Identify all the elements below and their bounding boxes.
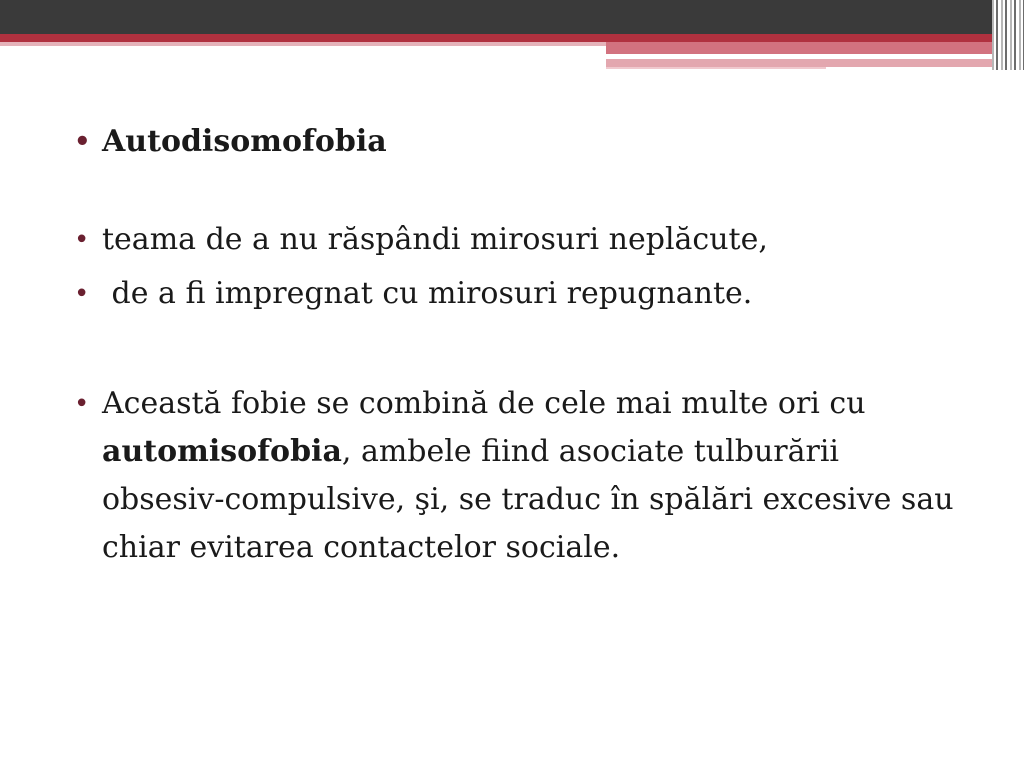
bullet-item-paragraph — [74, 380, 954, 572]
bullet-item-title — [74, 124, 954, 160]
header-dark-band — [0, 0, 1024, 34]
bullet-text: Autodisomofobia — [102, 124, 387, 159]
paragraph-text-before: Această fobie se combină de cele mai multe ori cu — [102, 386, 866, 421]
bullet-text: teama de a nu răspândi mirosuri neplăcute, — [102, 222, 768, 257]
bullet-item — [74, 276, 954, 312]
paragraph-text-after: , ambele fiind asociate tulburării obsesiv-compulsive, şi, se traduc în spălări excesive sau chiar evitarea contactelor sociale. — [102, 434, 954, 565]
slide-content — [74, 120, 954, 572]
header-pink-accent-band — [606, 42, 1024, 54]
header-stripes-decoration — [992, 0, 1024, 70]
paragraph-bold-term: automisofobia — [102, 434, 342, 469]
header-pink-accent-band-lower — [606, 59, 1024, 67]
header-pink-light-line — [606, 67, 826, 69]
bullet-text: de a fi impregnat cu mirosuri repugnante. — [102, 276, 753, 311]
header-red-band — [0, 34, 1024, 42]
bullet-item — [74, 222, 954, 258]
